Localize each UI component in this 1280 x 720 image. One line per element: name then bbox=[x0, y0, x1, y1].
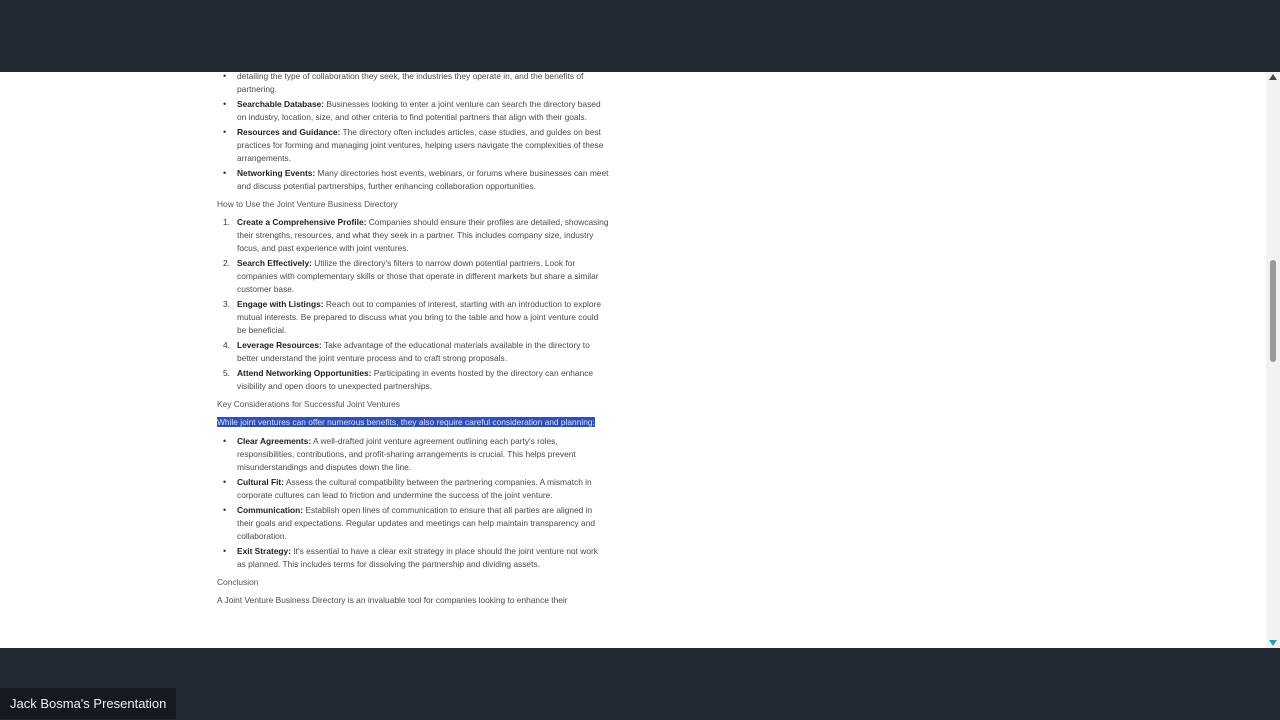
item-number: 2. bbox=[223, 258, 230, 268]
item-title: Create a Comprehensive Profile: bbox=[237, 217, 367, 227]
features-list bbox=[217, 98, 609, 193]
selected-paragraph[interactable] bbox=[217, 416, 609, 429]
list-item bbox=[237, 126, 609, 165]
list-item bbox=[223, 257, 609, 296]
item-text: Businesses looking to enter a joint venture can search the directory based on industry, location, size, and other criteria to find potential partners that align with their goals. bbox=[237, 99, 601, 122]
list-item bbox=[237, 476, 609, 502]
how-to-heading: How to Use the Joint Venture Business Directory bbox=[217, 199, 398, 209]
item-title: Attend Networking Opportunities: bbox=[237, 368, 372, 378]
item-number: 1. bbox=[223, 217, 230, 227]
item-text: Take advantage of the educational materials available in the directory to better understand the joint venture process and to craft strong proposals. bbox=[237, 340, 590, 363]
intro-tail-text: detailing the type of collaboration they seek, the industries they operate in, and the benefits of partnering. bbox=[237, 72, 584, 94]
item-text: Companies should ensure their profiles are detailed, showcasing their strengths, resources, and what they seek in a partner. This includes company size, industry focus, and past experience with joint ventures. bbox=[237, 217, 609, 253]
list-item bbox=[223, 367, 609, 393]
item-title: Networking Events: bbox=[237, 168, 316, 178]
item-number: 4. bbox=[223, 340, 230, 350]
list-item bbox=[237, 72, 609, 96]
list-item bbox=[237, 98, 609, 124]
item-title: Leverage Resources: bbox=[237, 340, 322, 350]
list-item bbox=[223, 216, 609, 255]
shared-screen-document[interactable] bbox=[0, 72, 1280, 648]
bottom-bar bbox=[0, 648, 1280, 720]
considerations-list bbox=[217, 435, 609, 571]
item-title: Searchable Database: bbox=[237, 99, 325, 109]
item-text: It's essential to have a clear exit strategy in place should the joint venture not work as planned. This includes terms for dissolving the partnership and dividing assets. bbox=[237, 546, 598, 569]
list-item bbox=[237, 435, 609, 474]
item-text: Establish open lines of communication to ensure that all parties are aligned in their goals and expectations. Regular updates and meetings can help maintain transparency and collaboration. bbox=[237, 505, 596, 541]
scrollbar-thumb[interactable] bbox=[1270, 260, 1276, 362]
item-number: 5. bbox=[223, 368, 230, 378]
item-title: Search Effectively: bbox=[237, 258, 312, 268]
list-item bbox=[223, 339, 609, 365]
document-content bbox=[217, 72, 609, 607]
item-text: Assess the cultural compatibility between the partnering companies. A mismatch in corporate cultures can lead to friction and undermine the success of the joint venture. bbox=[237, 477, 592, 500]
item-title: Exit Strategy: bbox=[237, 546, 291, 556]
selected-text[interactable]: While joint ventures can offer numerous benefits, they also require careful consideration and planning: bbox=[217, 417, 595, 427]
presenter-label: Jack Bosma's Presentation bbox=[0, 688, 176, 719]
item-title: Cultural Fit: bbox=[237, 477, 284, 487]
item-text: Participating in events hosted by the directory can enhance visibility and open doors to unexpected partnerships. bbox=[237, 368, 594, 391]
item-title: Communication: bbox=[237, 505, 304, 515]
steps-list bbox=[217, 216, 609, 393]
item-title: Clear Agreements: bbox=[237, 436, 312, 446]
vertical-scrollbar[interactable] bbox=[1266, 72, 1280, 648]
item-text: The directory often includes articles, case studies, and guides on best practices for forming and managing joint ventures, helping users navigate the complexities of these arrangements. bbox=[237, 127, 604, 163]
top-bar bbox=[0, 0, 1280, 72]
scroll-up-arrow-icon[interactable] bbox=[1269, 74, 1277, 80]
item-number: 3. bbox=[223, 299, 230, 309]
list-item bbox=[237, 167, 609, 193]
considerations-heading: Key Considerations for Successful Joint Ventures bbox=[217, 399, 400, 409]
list-item bbox=[237, 504, 609, 543]
item-title: Resources and Guidance: bbox=[237, 127, 341, 137]
item-text: Reach out to companies of interest, starting with an introduction to explore mutual interests. Be prepared to discuss what you bring to the table and how a joint venture could be beneficial. bbox=[237, 299, 602, 335]
scroll-down-arrow-icon[interactable] bbox=[1269, 640, 1277, 646]
item-title: Engage with Listings: bbox=[237, 299, 324, 309]
item-text: Utilize the directory's filters to narrow down potential partners. Look for companies with complementary skills or those that operate in different markets but share a similar customer base. bbox=[237, 258, 599, 294]
conclusion-text: A Joint Venture Business Directory is an invaluable tool for companies looking to enhance their bbox=[217, 595, 568, 605]
item-text: Many directories host events, webinars, or forums where businesses can meet and discuss potential partnerships, further enhancing collaboration opportunities. bbox=[237, 168, 609, 191]
list-item bbox=[223, 298, 609, 337]
intro-list bbox=[217, 72, 609, 96]
item-text: A well-drafted joint venture agreement outlining each party's roles, responsibilities, contributions, and profit-sharing arrangements is crucial. This helps prevent misunderstandings and disputes down the line. bbox=[237, 436, 576, 472]
conclusion-heading: Conclusion bbox=[217, 577, 259, 587]
list-item bbox=[237, 545, 609, 571]
